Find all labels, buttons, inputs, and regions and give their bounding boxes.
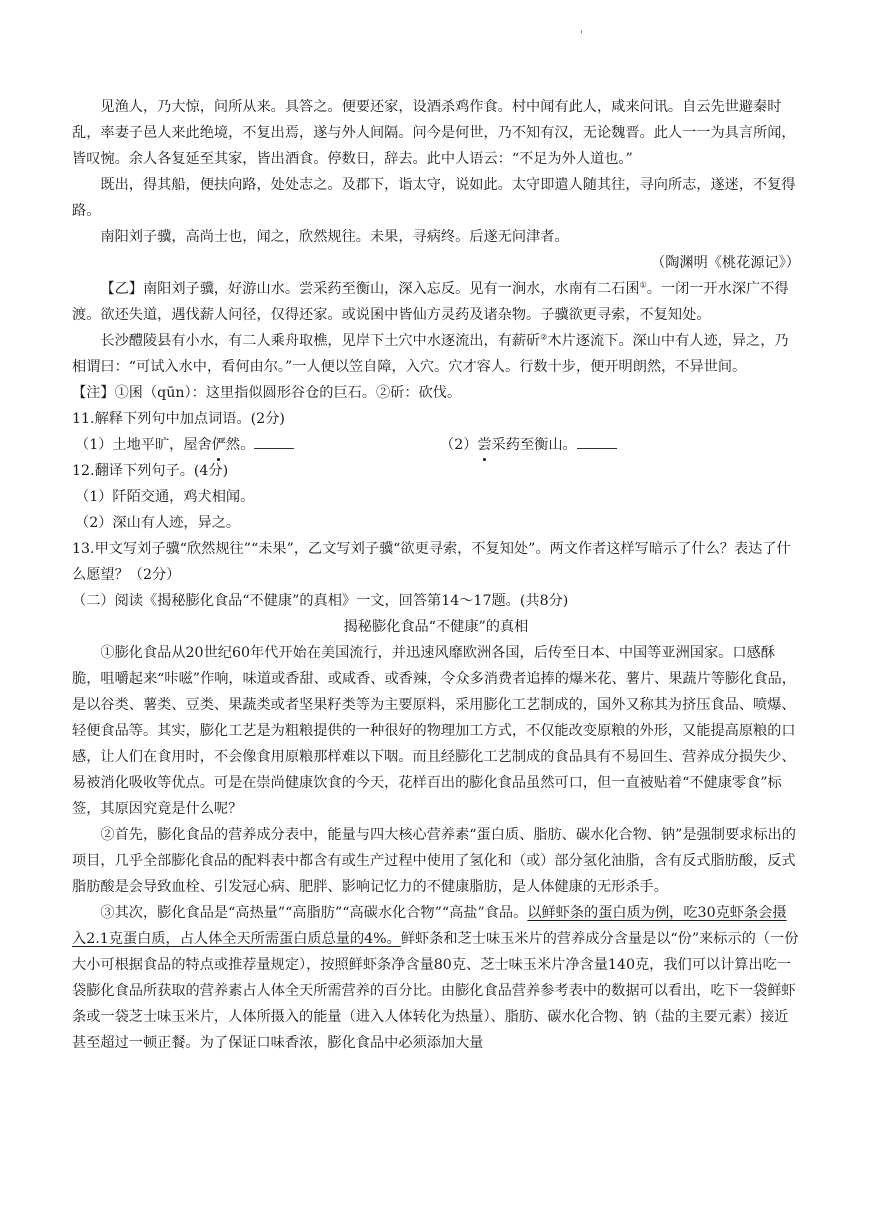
q11-item1-answer-blank[interactable] xyxy=(254,432,294,449)
article-paragraph-2: ②首先，膨化食品的营养成分表中，能量与四大核心营养素“蛋白质、脂肪、碳水化合物、钠”是强制要求标出的项目，几乎全部膨化食品的配料表中都含有或生产过程中使用了氢化和（或）部分氢化油脂，含有反式脂肪酸，反式脂肪酸是会导致血栓、引发冠心病、肥胖、影响记忆力的不健康脂肪，是人体健康的无形杀手。 xyxy=(72,827,796,895)
question-13: 13.甲文写刘子骥“欣然规往”“未果”，乙文写刘子骥“欲更寻索，不复知处”。两文作者这样写暗示了什么？表达了什么愿望？（2分） xyxy=(72,541,791,583)
q11-item2-answer-blank[interactable] xyxy=(577,432,617,449)
passage-a-source: （陶渊明《桃花源记》） xyxy=(651,255,800,271)
question-11-item-2 xyxy=(440,432,617,458)
annotation-note: 【注】①囷（qūn）：这里指似圆形谷仓的巨石。②斫：砍伐。 xyxy=(72,385,462,401)
question-11-item-1 xyxy=(75,432,440,458)
q11-item2-suffix: 采药至衡山。 xyxy=(491,437,577,453)
article-p3-underlined: 以鲜虾条的蛋白质为例，吃30克虾条会摄入2.1克蛋白质，占人体全天所需蛋白质总量的4%。 xyxy=(72,905,787,947)
q11-item1-suffix: 然。 xyxy=(225,437,255,453)
passage-a-paragraph-3: 南阳刘子骥，高尚士也，闻之，欣然规往。未果，寻病终。后遂无问津者。 xyxy=(100,229,569,245)
passage-b-p1-text-a: 【乙】南阳刘子骥，好游山水。尝采药至衡山，深入忘反。见有一涧水，水南有二石囷 xyxy=(100,281,640,297)
article-p3-text-a: ③其次，膨化食品是“高热量”“高脂肪”“高碳水化合物”“高盐”食品。 xyxy=(100,905,528,921)
page-mark: ' xyxy=(580,30,583,41)
passage-b-p2-text-b: 木片逐流下。深山中有人迹，异之，乃相谓曰：“可试入水中，看何由尔。”一人便以笠自障，入穴。穴才容人。行数十步，便开明朗然，不异世间。 xyxy=(72,333,789,375)
passage-a-paragraph-2: 既出，得其船，便扶向路，处处志之。及郡下，诣太守，说如此。太守即遣人随其往，寻向所志，遂迷，不复得路。 xyxy=(72,177,796,219)
article-paragraph-1: ①膨化食品从20世纪60年代开始在美国流行，并迅速风靡欧洲各国，后传至日本、中国等亚洲国家。口感酥脆，咀嚼起来“咔嗞”作响，味道或香甜、或咸香、或香辣，令众多消费者追捧的爆米花、薯片、果蔬片等膨化食品，是以谷类、薯类、豆类、果蔬类或者坚果籽类等为主要原料，采用膨化工艺制成的，国外又称其为挤压食品、喷爆、轻便食品等。其实，膨化工艺是为粗粮提供的一种很好的物理加工方式，不仅能改变原粮的外形，又能提高原粮的口感，让人们在食用时，不会像食用原粮那样难以下咽。而且经膨化工艺制成的食品具有不易回生、营养成分损失少、易被消化吸收等优点。可是在崇尚健康饮食的今天，花样百出的膨化食品虽然可口，但一直被贴着“不健康零食”标签，其原因究竟是什么呢？ xyxy=(72,645,796,817)
article-p3-text-b: 鲜虾条和芝士味玉米片的营养成分含量是以“份”来标示的（一份大小可根据食品的特点或推荐量规定），按照鲜虾条净含量80克、芝士味玉米片净含量140克，我们可以计算出吃一袋膨化食品所获取的营养素占人体全天所需营养的百分比。由膨化食品营养参考表中的数据可以看出，吃下一袋鲜虾条或一袋芝士味玉米片，人体所摄入的能量（进入人体转化为热量）、脂肪、碳水化合物、钠（盐的主要元素）接近甚至超过一顿正餐。为了保证口味香浓，膨化食品中必须添加大量 xyxy=(72,931,799,1051)
article-paragraph-3 xyxy=(72,900,800,1056)
passage-b-p1-text-b: 。一闭一开水深广不得渡。欲还失道，遇伐薪人问径，仅得还家。或说囷中皆仙方灵药及诸杂物。子骥欲更寻索，不复知处。 xyxy=(72,281,789,323)
passage-b-paragraph-2 xyxy=(72,328,800,380)
q11-item1-prefix: （1）土地平旷，屋舍 xyxy=(75,437,212,453)
footnote-marker-1: ① xyxy=(639,280,647,290)
section-2-intro: （二）阅读《揭秘膨化食品“不健康”的真相》一文，回答第14～17题。(共8分) xyxy=(72,593,569,609)
passage-b-paragraph-1 xyxy=(72,276,800,328)
q11-item1-dotted-word: 俨 xyxy=(212,432,226,458)
question-11-title: 11.解释下列句中加点词语。(2分) xyxy=(72,411,285,427)
question-12-title: 12.翻译下列句子。(4分) xyxy=(72,463,229,479)
article-title: 揭秘膨化食品“不健康”的真相 xyxy=(343,619,529,635)
question-12-item-2: （2）深山有人迹，异之。 xyxy=(75,515,241,531)
q11-item2-prefix: （2） xyxy=(440,437,478,453)
passage-b-p2-text-a: 长沙醴陵县有小水，有二人乘舟取樵，见岸下土穴中水逐流出，有薪斫 xyxy=(100,333,541,349)
q11-item2-dotted-word: 尝 xyxy=(477,432,491,458)
question-11-items xyxy=(72,432,800,458)
question-12-item-1: （1）阡陌交通，鸡犬相闻。 xyxy=(75,489,255,505)
footnote-marker-2: ② xyxy=(540,332,548,342)
page-content xyxy=(72,94,800,1056)
passage-a-paragraph-1: 见渔人，乃大惊，问所从来。具答之。便要还家，设酒杀鸡作食。村中闻有此人，咸来问讯。自云先世避秦时乱，率妻子邑人来此绝境，不复出焉，遂与外人间隔。问今是何世，乃不知有汉，无论魏晋。此人一一为具言所闻，皆叹惋。余人各复延至其家，皆出酒食。停数日，辞去。此中人语云：“不足为外人道也。” xyxy=(72,99,796,167)
